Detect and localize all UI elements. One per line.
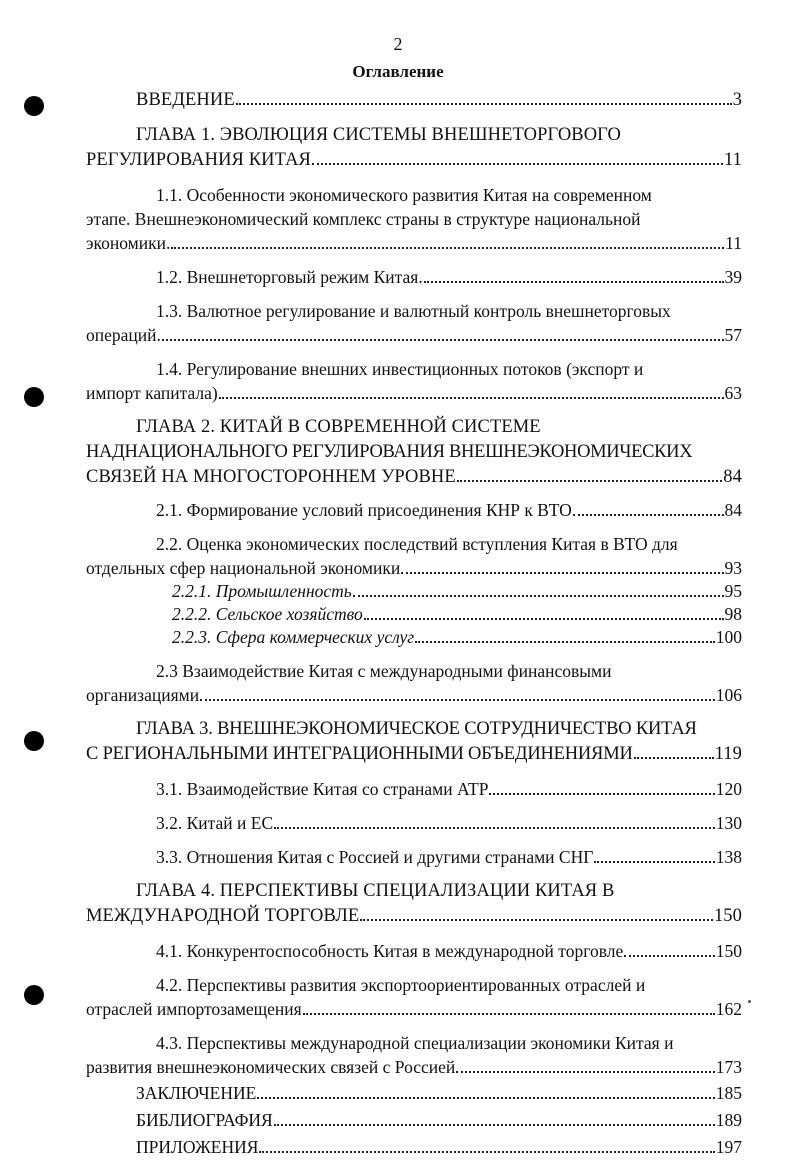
toc-entry-text: 1.3. Валютное регулирование и валютный контроль внешнеторговых [156, 301, 671, 321]
toc-entry-text: 4.1. Конкурентоспособность Китая в международной торговле [156, 941, 624, 961]
toc-page-number: 57 [724, 325, 742, 345]
toc-page-number: 93 [724, 558, 742, 578]
toc-entry-text: СВЯЗЕЙ НА МНОГОСТОРОННЕМ УРОВНЕ [86, 467, 456, 487]
toc-entry-section-2-2[interactable] [86, 532, 742, 580]
toc-entry-text: 2.1. Формирование условий присоединения КНР к ВТО [156, 500, 572, 520]
toc-entry-text: 1.1. Особенности экономического развития Китая на современном [156, 185, 652, 205]
toc-entry-text: операций. [86, 325, 161, 345]
dot-leader [312, 159, 723, 165]
toc-entry-text: этапе. Внешнеэкономический комплекс страны в структуре национальной [86, 209, 641, 229]
toc-entry-text: 2.2.3. Сфера коммерческих услуг [172, 627, 415, 647]
dot-leader [364, 614, 724, 620]
toc-page-number: 138 [715, 847, 742, 867]
toc-entry-text: 3.3. Отношения Китая с Россией и другими странами СНГ [156, 847, 594, 867]
toc-entry-text: организациями [86, 685, 200, 705]
toc-page-number: 119 [714, 744, 742, 764]
dot-leader [573, 510, 724, 516]
toc-entry-section-4-2[interactable] [86, 973, 742, 1021]
toc-entry-text: развития внешнеэкономических связей с Россией [86, 1057, 456, 1077]
toc-entry-section-1-4[interactable] [86, 357, 742, 405]
dot-leader [594, 857, 714, 863]
toc-page-number: 150 [713, 906, 742, 926]
table-of-contents [86, 88, 742, 1169]
toc-entry-section-3-3[interactable] [86, 845, 742, 869]
toc-entry-text: РЕГУЛИРОВАНИЯ КИТАЯ [86, 150, 311, 170]
toc-entry-section-2-1[interactable] [86, 498, 742, 522]
margin-bullet-4 [24, 985, 44, 1005]
dot-leader [456, 1067, 714, 1073]
toc-page-number: 173 [715, 1057, 742, 1077]
toc-entry-text: отдельных сфер национальной экономики [86, 558, 401, 578]
toc-entry-conclusion[interactable] [86, 1081, 742, 1105]
toc-title: Оглавление [352, 62, 444, 81]
toc-entry-text: ВВЕДЕНИЕ [136, 90, 235, 110]
toc-entry-text: 4.3. Перспективы международной специализации экономики Китая и [156, 1033, 674, 1053]
toc-page-number: 63 [724, 383, 742, 403]
toc-entry-section-1-2[interactable] [86, 265, 742, 289]
toc-entry-appendices[interactable] [86, 1135, 742, 1159]
toc-page-number: 3 [732, 90, 742, 110]
dot-leader [489, 789, 714, 795]
dot-leader [259, 1147, 714, 1153]
dot-leader [303, 1009, 715, 1015]
toc-page-number: 11 [725, 233, 742, 253]
toc-entry-section-4-1[interactable] [86, 939, 742, 963]
toc-entry-chapter-1[interactable] [86, 123, 742, 173]
toc-entry-subsection-2-2-1[interactable] [86, 580, 742, 603]
dot-leader [401, 568, 723, 574]
dot-leader [200, 695, 715, 701]
toc-entry-chapter-2[interactable] [86, 415, 742, 490]
toc-entry-section-4-3[interactable] [86, 1031, 742, 1079]
toc-entry-text: 3.1. Взаимодействие Китая со странами АТР [156, 779, 489, 799]
toc-entry-text: 2.2.1. Промышленность [172, 581, 352, 601]
dot-leader [162, 335, 724, 341]
toc-entry-text: 2.3 Взаимодействие Китая с международными финансовыми [156, 661, 612, 681]
toc-page-number: 162 [715, 999, 742, 1019]
toc-entry-text: ЗАКЛЮЧЕНИЕ [136, 1083, 257, 1103]
toc-entry-bibliography[interactable] [86, 1108, 742, 1132]
dot-leader [353, 591, 724, 597]
dot-leader [424, 277, 724, 283]
toc-page-number: 197 [715, 1137, 742, 1157]
margin-bullet-3 [24, 731, 44, 751]
toc-entry-section-2-3[interactable] [86, 659, 742, 707]
page-number: 2 [393, 34, 403, 54]
toc-entry-section-3-2[interactable] [86, 811, 742, 835]
toc-page-number: 106 [715, 685, 742, 705]
toc-entry-text: 4.2. Перспективы развития экспортоориентированных отраслей и [156, 975, 646, 995]
dot-leader [236, 99, 732, 105]
toc-entry-text: ПРИЛОЖЕНИЯ [136, 1137, 259, 1157]
dot-leader [274, 1120, 715, 1126]
scan-speck [748, 1000, 751, 1003]
toc-page-number: 84 [724, 500, 742, 520]
toc-entry-intro[interactable] [86, 88, 742, 113]
toc-entry-subsection-2-2-2[interactable] [86, 603, 742, 626]
toc-entry-chapter-4[interactable] [86, 879, 742, 929]
toc-entry-text: МЕЖДУНАРОДНОЙ ТОРГОВЛЕ [86, 906, 360, 926]
dot-leader [624, 951, 715, 957]
toc-entry-text: импорт капитала) [86, 383, 218, 403]
margin-bullet-2 [24, 387, 44, 407]
toc-entry-text: 1.4. Регулирование внешних инвестиционных потоков (экспорт и [156, 359, 644, 379]
toc-entry-subsection-2-2-3[interactable] [86, 626, 742, 649]
dot-leader [257, 1093, 714, 1099]
toc-page-number: 98 [724, 604, 742, 624]
dot-leader [415, 637, 715, 643]
toc-page-number: 39 [724, 267, 742, 287]
toc-page-number: 11 [723, 150, 742, 170]
toc-entry-text: ГЛАВА 2. КИТАЙ В СОВРЕМЕННОЙ СИСТЕМЕ [136, 417, 541, 437]
toc-entry-text: БИБЛИОГРАФИЯ [136, 1110, 273, 1130]
toc-entry-section-3-1[interactable] [86, 777, 742, 801]
toc-entry-text: 2.2. Оценка экономических последствий вступления Китая в ВТО для [156, 534, 678, 554]
toc-entry-text: ГЛАВА 3. ВНЕШНЕЭКОНОМИЧЕСКОЕ СОТРУДНИЧЕСТВО КИТАЯ [136, 719, 697, 739]
toc-page-number: 100 [715, 627, 742, 647]
toc-entry-text: 1.2. Внешнеторговый режим Китая. [156, 267, 423, 287]
dot-leader [360, 915, 713, 921]
dot-leader [634, 753, 714, 759]
toc-entry-text: отраслей импортозамещения [86, 999, 302, 1019]
toc-page-number: 95 [724, 581, 742, 601]
dot-leader [171, 243, 724, 249]
toc-entry-section-1-3[interactable] [86, 299, 742, 347]
toc-page-number: 185 [715, 1083, 742, 1103]
toc-entry-text: ГЛАВА 4. ПЕРСПЕКТИВЫ СПЕЦИАЛИЗАЦИИ КИТАЯ В [136, 881, 615, 901]
toc-entry-text: экономики. [86, 233, 171, 253]
toc-entry-text: 2.2.2. Сельское хозяйство [172, 604, 363, 624]
toc-entry-text: ГЛАВА 1. ЭВОЛЮЦИЯ СИСТЕМЫ ВНЕШНЕТОРГОВОГО [136, 125, 621, 145]
toc-page-number: 130 [715, 813, 742, 833]
toc-entry-section-1-1[interactable] [86, 183, 742, 255]
toc-entry-text: 3.2. Китай и ЕС [156, 813, 274, 833]
margin-bullet-1 [24, 96, 44, 116]
dot-leader [219, 393, 724, 399]
toc-page-number: 150 [715, 941, 742, 961]
toc-page-number: 189 [715, 1110, 742, 1130]
toc-page-number: 84 [723, 467, 742, 487]
dot-leader [457, 476, 723, 482]
dot-leader [274, 823, 715, 829]
toc-entry-text: НАДНАЦИОНАЛЬНОГО РЕГУЛИРОВАНИЯ ВНЕШНЕЭКОНОМИЧЕСКИХ [86, 442, 693, 462]
toc-page-number: 120 [715, 779, 742, 799]
toc-entry-text: С РЕГИОНАЛЬНЫМИ ИНТЕГРАЦИОННЫМИ ОБЪЕДИНЕНИЯМИ [86, 744, 633, 764]
toc-entry-chapter-3[interactable] [86, 717, 742, 767]
